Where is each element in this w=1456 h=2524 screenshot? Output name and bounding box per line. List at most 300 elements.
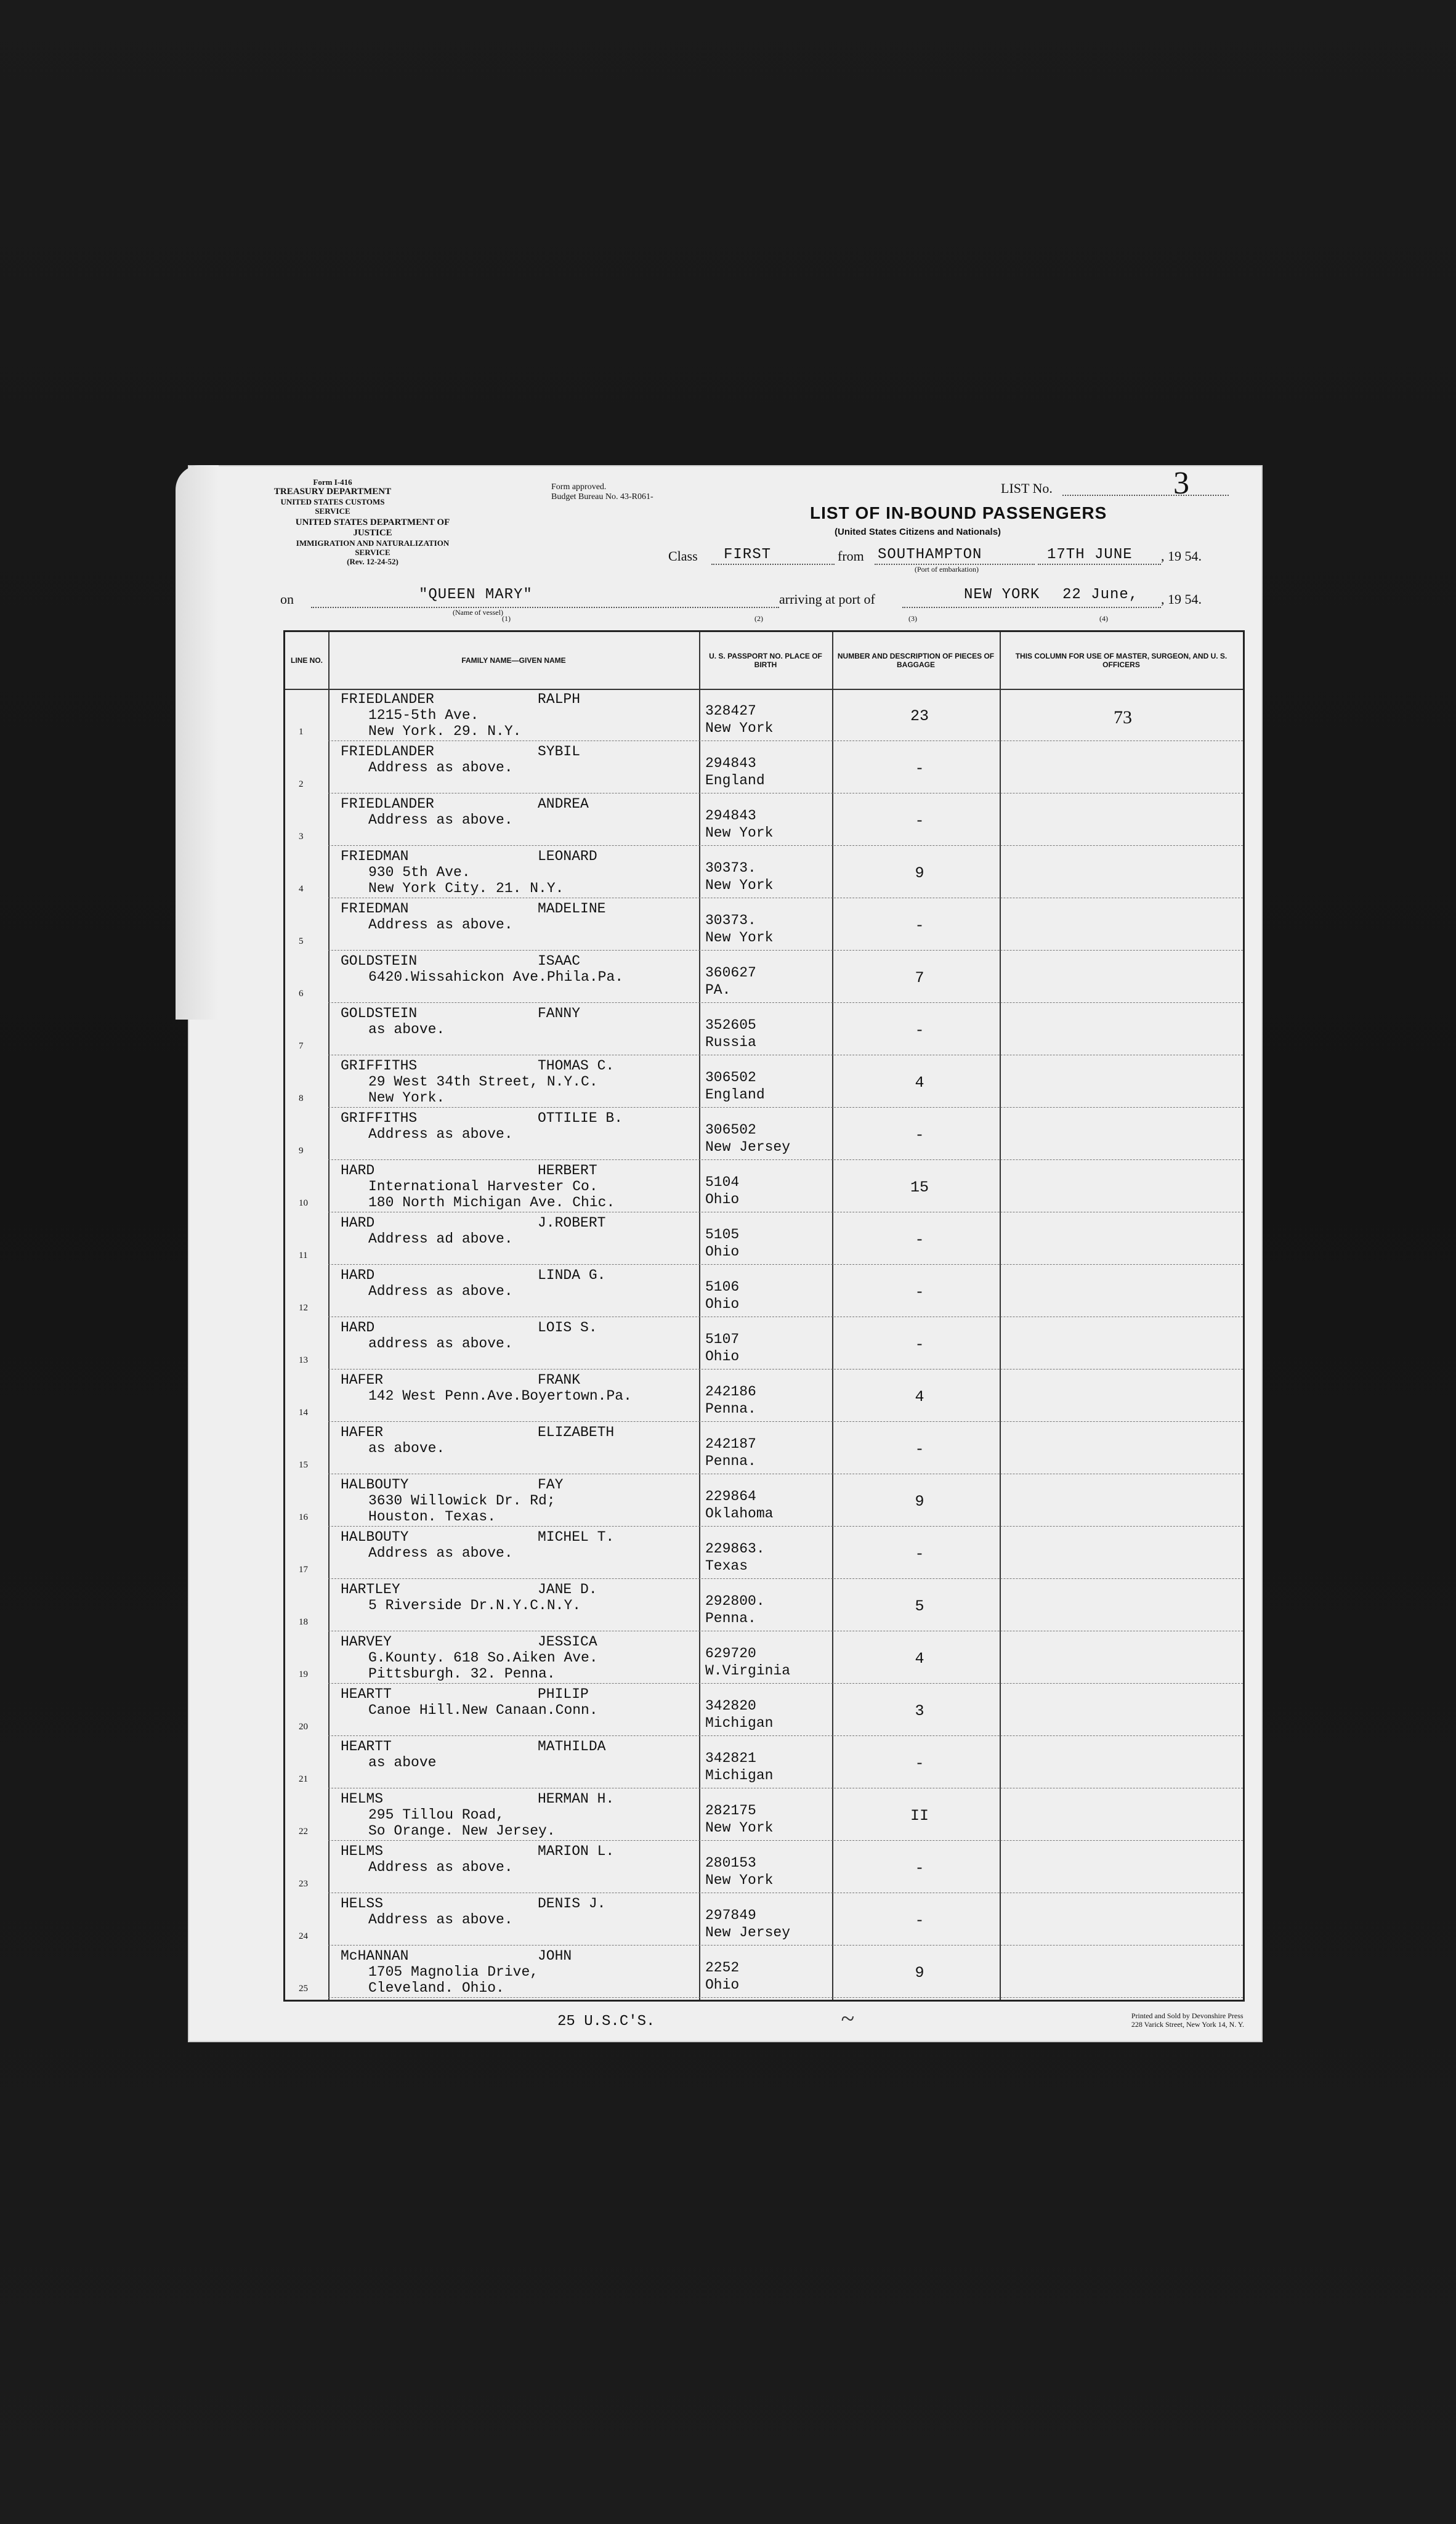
baggage-count: - [915,760,924,777]
given-name: ELIZABETH [538,1424,615,1440]
table-row [285,1212,1243,1265]
family-name: HAFER [341,1372,384,1388]
baggage-count: - [915,917,924,935]
address-line: 6420.Wissahickon Ave.Phila.Pa. [368,969,624,985]
page-subtitle: (United States Citizens and Nationals) [835,527,1001,537]
address-line: Pittsburgh. 32. Penna. [368,1666,556,1682]
place-of-birth: Ohio [705,1296,740,1312]
address-line: 142 West Penn.Ave.Boyertown.Pa. [368,1388,632,1404]
place-of-birth: W.Virginia [705,1663,791,1679]
passport-cell [705,1959,835,1994]
from-label: from [838,548,864,564]
family-name: GOLDSTEIN [341,953,418,969]
line-number: 20 [299,1722,308,1732]
given-name: JESSICA [538,1634,597,1650]
table-row [285,741,1243,793]
passport-number: 629720 [705,1645,756,1662]
table-row [285,1946,1243,1998]
table-row [285,1474,1243,1527]
passenger-name-cell [341,1896,686,1928]
passport-number: 342821 [705,1750,756,1766]
family-name: HARVEY [341,1634,392,1650]
passport-number: 229864 [705,1488,756,1504]
baggage-count: - [915,812,924,830]
line-number: 19 [299,1670,308,1679]
passport-number: 360627 [705,965,756,981]
line-number: 17 [299,1565,308,1575]
given-name: RALPH [538,691,581,707]
family-name: HALBOUTY [341,1477,409,1493]
header-official: THIS COLUMN FOR USE OF MASTER, SURGEON, AND U. S. OFFICERS [1000,632,1243,690]
family-name: HEARTT [341,1739,392,1755]
line-number: 4 [299,884,304,894]
address-line: 1215-5th Ave. [368,707,479,723]
passport-number: 5104 [705,1174,740,1190]
passport-number: 352605 [705,1017,756,1033]
address-line: as above. [368,1021,445,1037]
place-of-birth: Michigan [705,1767,774,1783]
address-line: 5 Riverside Dr.N.Y.C.N.Y. [368,1597,581,1613]
col-number: (1) [502,614,511,623]
family-name: HARD [341,1215,375,1231]
passport-cell [705,1435,835,1470]
address-line: Canoe Hill.New Canaan.Conn. [368,1702,598,1718]
place-of-birth: Penna. [705,1610,756,1626]
place-of-birth: PA. [705,982,731,998]
given-name: HERMAN H. [538,1791,615,1807]
passport-cell [705,1069,835,1103]
col-number: (2) [754,614,763,623]
table-row [285,1003,1243,1055]
line-number: 3 [299,832,304,842]
place-of-birth: Ohio [705,1244,740,1260]
passenger-name-cell [341,1529,686,1561]
family-name: GRIFFITHS [341,1058,418,1074]
passenger-name-cell [341,953,686,985]
line-number: 1 [299,727,304,737]
baggage-count: - [915,1021,924,1039]
passenger-table [283,630,1245,2002]
year-1: , 19 54. [1161,548,1202,564]
passenger-name-cell [341,1267,686,1299]
table-row [285,1370,1243,1422]
given-name: DENIS J. [538,1896,606,1912]
passport-number: 282175 [705,1803,756,1819]
family-name: HAFER [341,1424,384,1440]
address-line: Address as above. [368,1283,513,1299]
passport-number: 242187 [705,1436,756,1452]
rev-label: (Rev. 12-24-52) [347,557,398,566]
passport-number: 5107 [705,1331,740,1347]
line-number: 14 [299,1408,308,1418]
place-of-birth: New York [705,825,774,841]
baggage-count: - [915,1283,924,1301]
line-number: 13 [299,1355,308,1365]
baggage-count: 9 [915,1964,924,1982]
table-row [285,793,1243,846]
passenger-name-cell [341,1686,686,1718]
passport-cell [705,1697,835,1732]
port-note: (Port of embarkation) [915,565,979,574]
passenger-name-cell [341,1110,686,1142]
line-number: 6 [299,989,304,999]
family-name: FRIEDLANDER [341,744,434,760]
line-number: 11 [299,1251,308,1260]
class-label: Class [668,548,698,564]
given-name: FRANK [538,1372,581,1388]
place-of-birth: England [705,1087,765,1103]
line-number: 18 [299,1617,308,1627]
passport-number: 30373. [705,912,756,928]
given-name: THOMAS C. [538,1058,615,1074]
printer-line: 228 Varick Street, New York 14, N. Y. [1131,2020,1244,2029]
page-title: LIST OF IN-BOUND PASSENGERS [810,503,1107,522]
passport-number: 2252 [705,1960,740,1976]
address-line: 29 West 34th Street, N.Y.C. [368,1074,598,1090]
line-number: 10 [299,1198,308,1208]
place-of-birth: Ohio [705,1349,740,1365]
passport-number: 306502 [705,1069,756,1085]
address-line: 930 5th Ave. [368,864,471,880]
family-name: HELMS [341,1843,384,1859]
given-name: JOHN [538,1948,572,1964]
place-of-birth: Ohio [705,1191,740,1207]
given-name: MATHILDA [538,1739,606,1755]
baggage-count: 3 [915,1702,924,1720]
passport-cell [705,1174,835,1208]
table-row [285,898,1243,951]
table-row [285,1108,1243,1160]
table-row [285,689,1243,741]
treasury-block [271,477,394,516]
passenger-name-cell [341,1163,686,1211]
passport-number: 280153 [705,1855,756,1871]
family-name: HARD [341,1267,375,1283]
place-of-birth: New York [705,877,774,893]
passport-cell [705,1226,835,1260]
place-of-birth: Ohio [705,1977,740,1993]
table-row [285,1841,1243,1893]
year-2: , 19 54. [1161,591,1202,607]
table-row [285,846,1243,898]
address-line: 1705 Magnolia Drive, [368,1964,539,1980]
table-row [285,1736,1243,1788]
header-baggage: NUMBER AND DESCRIPTION OF PIECES OF BAGGAGE [832,632,1000,690]
family-name: McHANNAN [341,1948,409,1964]
table-row [285,1788,1243,1841]
address-line: G.Kounty. 618 So.Aiken Ave. [368,1650,598,1666]
official-use-cell: 73 [1114,707,1132,728]
address-line: Cleveland. Ohio. [368,1980,504,1996]
baggage-count: - [915,1440,924,1458]
table-row [285,1422,1243,1474]
arriving-label: arriving at port of [779,591,875,607]
address-line: New York City. 21. N.Y. [368,880,564,896]
place-of-birth: New York [705,1872,774,1888]
passport-cell [705,1488,835,1522]
passenger-name-cell [341,1320,686,1352]
passport-cell [705,1540,835,1575]
address-line: Address as above. [368,1545,513,1561]
given-name: MICHEL T. [538,1529,615,1545]
line-number: 8 [299,1094,304,1103]
approval-block [551,482,653,502]
customs-label: UNITED STATES CUSTOMS SERVICE [280,497,385,516]
line-number: 16 [299,1512,308,1522]
line-number: 5 [299,936,304,946]
passport-number: 30373. [705,860,756,876]
given-name: MARION L. [538,1843,615,1859]
given-name: LINDA G. [538,1267,606,1283]
treasury-label: TREASURY DEPARTMENT [273,487,392,497]
given-name: OTTILIE B. [538,1110,623,1126]
passport-number: 5106 [705,1279,740,1295]
baggage-count: 15 [910,1179,929,1196]
passenger-name-cell [341,796,686,828]
passport-cell [705,1331,835,1365]
passenger-name-cell [341,1058,686,1106]
passport-cell [705,1645,835,1679]
passport-number: 294843 [705,755,756,771]
passport-cell [705,1016,835,1051]
table-row [285,1317,1243,1370]
address-line: Address as above. [368,812,513,828]
address-line: Houston. Texas. [368,1509,496,1525]
table-row [285,1055,1243,1108]
passenger-name-cell [341,691,686,739]
immigration-label: IMMIGRATION AND NATURALIZATION SERVICE [296,538,450,557]
address-line: Address as above. [368,1859,513,1875]
address-line: address as above. [368,1336,513,1352]
place-of-birth: England [705,773,765,789]
family-name: FRIEDLANDER [341,691,434,707]
passenger-name-cell [341,901,686,933]
place-of-birth: Texas [705,1558,748,1574]
passport-number: 328427 [705,703,756,719]
address-line: New York. [368,1090,445,1106]
passport-cell [705,1750,835,1784]
address-line: International Harvester Co. [368,1179,598,1195]
place-of-birth: New York [705,720,774,736]
vessel-name: "QUEEN MARY" [419,586,533,603]
given-name: JANE D. [538,1581,597,1597]
given-name: PHILIP [538,1686,589,1702]
passport-number: 294843 [705,808,756,824]
header-line-no: LINE NO. [285,632,328,690]
passport-cell [705,1383,835,1418]
passport-cell [705,807,835,842]
baggage-count: - [915,1755,924,1772]
passenger-name-cell [341,1791,686,1839]
address-line: Address ad above. [368,1231,513,1247]
line-number: 2 [299,779,304,789]
passport-cell [705,1802,835,1836]
passenger-name-cell [341,848,686,896]
given-name: J.ROBERT [538,1215,606,1231]
class-value: FIRST [724,546,772,563]
baggage-count: - [915,1231,924,1249]
address-line: Address as above. [368,1126,513,1142]
col-number: (4) [1099,614,1108,623]
place-of-birth: Penna. [705,1401,756,1417]
given-name: SYBIL [538,744,581,760]
place-of-birth: Penna. [705,1453,756,1469]
address-line: Address as above. [368,760,513,776]
header-name: FAMILY NAME—GIVEN NAME [328,632,699,690]
arrival-port: NEW YORK [964,586,1040,603]
departure-date: 17TH JUNE [1047,546,1133,563]
place-of-birth: New York [705,1820,774,1836]
official-signature: ~ [841,2005,854,2032]
baggage-count: - [915,1545,924,1563]
family-name: FRIEDMAN [341,901,409,917]
printer-imprint [1131,2011,1244,2029]
passenger-name-cell [341,1581,686,1613]
place-of-birth: Oklahoma [705,1506,774,1522]
from-value: SOUTHAMPTON [878,546,982,563]
passport-number: 229863. [705,1541,765,1557]
family-name: GRIFFITHS [341,1110,418,1126]
address-line: as above [368,1755,437,1771]
passport-cell [705,1593,835,1627]
line-number: 21 [299,1774,308,1784]
baggage-count: 5 [915,1597,924,1615]
line-number: 23 [299,1879,308,1889]
justice-block [280,517,465,566]
table-row [285,951,1243,1003]
passport-cell [705,702,835,737]
given-name: ISAAC [538,953,581,969]
form-approved: Form approved. [551,482,607,492]
family-name: HARD [341,1320,375,1336]
passport-cell [705,1907,835,1941]
given-name: MADELINE [538,901,606,917]
baggage-count: 4 [915,1650,924,1668]
line-number: 15 [299,1460,308,1470]
family-name: HEARTT [341,1686,392,1702]
line-number: 25 [299,1984,308,1994]
family-name: HELMS [341,1791,384,1807]
total-count: 25 U.S.C'S. [557,2013,655,2030]
address-line: New York. 29. N.Y. [368,723,522,739]
header-passport: U. S. PASSPORT NO. PLACE OF BIRTH [699,632,832,690]
address-line: 295 Tillou Road, [368,1807,504,1823]
baggage-count: 9 [915,1493,924,1511]
baggage-count: 23 [910,707,929,725]
family-name: FRIEDMAN [341,848,409,864]
passenger-name-cell [341,1005,686,1037]
passport-number: 292800. [705,1593,765,1609]
arrival-date: 22 June, [1062,586,1139,603]
line-number: 12 [299,1303,308,1313]
table-row [285,1684,1243,1736]
passenger-name-cell [341,1843,686,1875]
place-of-birth: Russia [705,1034,756,1050]
passport-cell [705,1854,835,1889]
passport-number: 242186 [705,1384,756,1400]
passenger-name-cell [341,1424,686,1456]
address-line: Address as above. [368,917,513,933]
family-name: HARD [341,1163,375,1179]
address-line: 3630 Willowick Dr. Rd; [368,1493,556,1509]
baggage-count: - [915,1912,924,1930]
given-name: ANDREA [538,796,589,812]
place-of-birth: New York [705,930,774,946]
line-number: 22 [299,1827,308,1836]
passenger-name-cell [341,1948,686,1996]
col-number: (3) [908,614,917,623]
baggage-count: 4 [915,1074,924,1092]
given-name: FAY [538,1477,564,1493]
table-row [285,1265,1243,1317]
given-name: FANNY [538,1005,581,1021]
table-row [285,1893,1243,1946]
family-name: HALBOUTY [341,1529,409,1545]
passport-number: 306502 [705,1122,756,1138]
baggage-count: 7 [915,969,924,987]
passenger-name-cell [341,1372,686,1404]
address-line: 180 North Michigan Ave. Chic. [368,1195,615,1211]
passport-cell [705,859,835,894]
baggage-count: 9 [915,864,924,882]
family-name: HELSS [341,1896,384,1912]
form-number: Form I-416 [313,477,352,487]
address-line: as above. [368,1440,445,1456]
torn-edge [176,465,219,1020]
baggage-count: - [915,1126,924,1144]
passport-number: 342820 [705,1698,756,1714]
table-row [285,1631,1243,1684]
table-row [285,1579,1243,1631]
baggage-count: - [915,1336,924,1353]
address-line: So Orange. New Jersey. [368,1823,556,1839]
family-name: FRIEDLANDER [341,796,434,812]
list-no-value: 3 [1173,466,1189,501]
given-name: LEONARD [538,848,597,864]
passport-cell [705,1278,835,1313]
passport-number: 5105 [705,1227,740,1243]
place-of-birth: Michigan [705,1715,774,1731]
baggage-count: 4 [915,1388,924,1406]
table-row [285,1527,1243,1579]
table-row [285,1160,1243,1212]
passenger-name-cell [341,1739,686,1771]
list-no-label: LIST No. [1001,481,1053,496]
baggage-count: - [915,1859,924,1877]
passenger-name-cell [341,1477,686,1525]
line-number: 9 [299,1146,304,1156]
passenger-list-page [188,465,1263,2042]
passenger-name-cell [341,1634,686,1682]
passport-cell [705,755,835,789]
printer-line: Printed and Sold by Devonshire Press [1131,2011,1244,2020]
baggage-count: II [910,1807,929,1825]
passport-cell [705,912,835,946]
vessel-note: (Name of vessel) [453,608,503,617]
passenger-name-cell [341,1215,686,1247]
justice-label: UNITED STATES DEPARTMENT OF JUSTICE [295,517,450,538]
place-of-birth: New Jersey [705,1139,791,1155]
place-of-birth: New Jersey [705,1925,791,1941]
line-number: 24 [299,1931,308,1941]
given-name: HERBERT [538,1163,597,1179]
budget-bureau: Budget Bureau No. 43-R061- [551,492,653,501]
line-number: 7 [299,1041,304,1051]
family-name: GOLDSTEIN [341,1005,418,1021]
on-label: on [280,591,294,607]
passport-cell [705,964,835,999]
given-name: LOIS S. [538,1320,597,1336]
